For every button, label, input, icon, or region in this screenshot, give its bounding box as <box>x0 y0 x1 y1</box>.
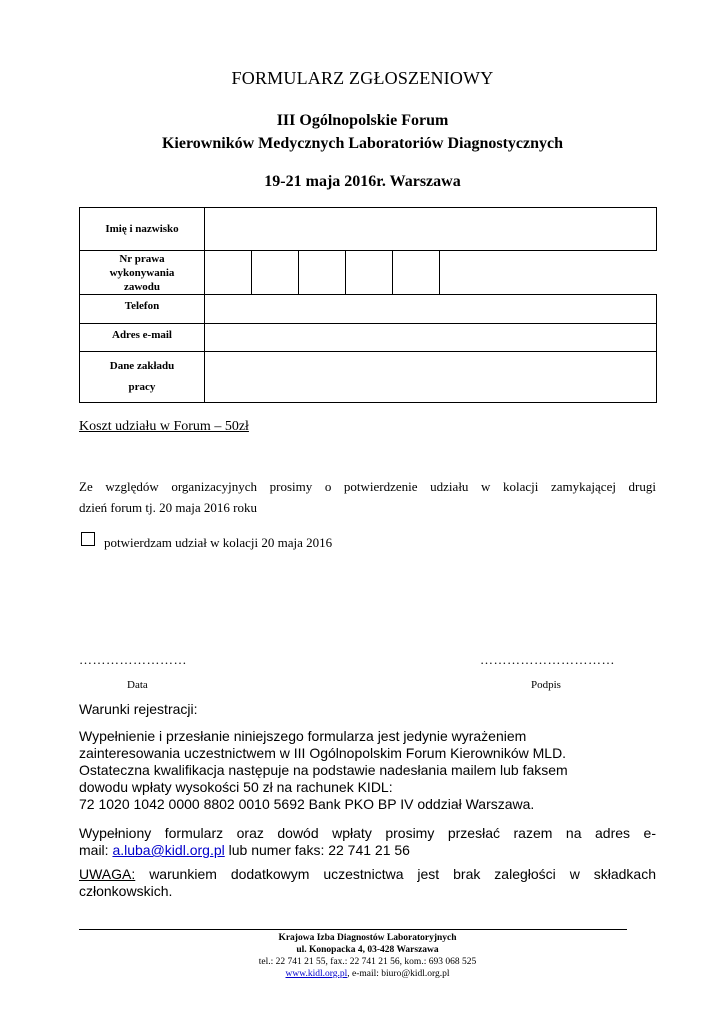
license-digit-4[interactable] <box>346 251 393 295</box>
signature-line: ………………………… <box>480 652 615 667</box>
dinner-checkbox-label: potwierdzam udział w kolacji 20 maja 2016 <box>104 535 333 550</box>
registration-form-table <box>79 207 657 403</box>
email-label: Adres e-mail <box>80 324 205 352</box>
name-label: Imię i nazwisko <box>80 208 205 251</box>
participation-cost: Koszt udziału w Forum – 50zł <box>79 419 249 434</box>
conditions-paragraph-2: Wypełniony formularz oraz dowód wpłaty prosimy przesłać razem na adres e- mail: a.luba@kidl.org.pl lub numer faks: 22 741 21 56 <box>79 825 656 858</box>
dinner-checkbox[interactable] <box>81 532 95 546</box>
bank-account: 72 1020 1042 0000 8802 0010 5692 Bank PKO BP IV oddział Warszawa. <box>79 796 535 812</box>
email-row <box>80 324 657 352</box>
conditions-heading: Warunki rejestracji: <box>79 701 198 717</box>
dinner-info-line1: Ze względów organizacyjnych prosimy o potwierdzenie udziału w kolacji zamykającej drugi <box>79 479 656 494</box>
footer-contact: www.kidl.org.pl, e-mail: biuro@kidl.org.pl <box>285 969 450 979</box>
event-title: III Ogólnopolskie Forum <box>276 112 449 129</box>
event-date: 19-21 maja 2016r. Warszawa <box>264 173 461 190</box>
email-field[interactable] <box>205 324 657 352</box>
event-subtitle: Kierowników Medycznych Laboratoriów Diagnostycznych <box>161 135 563 152</box>
phone-row <box>80 295 657 324</box>
footer-address: ul. Konopacka 4, 03-428 Warszawa <box>296 945 439 955</box>
license-label: Nr prawa wykonywania zawodu <box>80 251 205 295</box>
license-digit-2[interactable] <box>252 251 299 295</box>
page-title: FORMULARZ ZGŁOSZENIOWY <box>231 68 494 88</box>
dinner-info-line2: dzień forum tj. 20 maja 2016 roku <box>79 500 257 515</box>
license-digit-3[interactable] <box>299 251 346 295</box>
date-label: Data <box>127 679 148 691</box>
phone-label: Telefon <box>80 295 205 324</box>
dinner-info <box>79 476 656 518</box>
warning-label: UWAGA: <box>79 866 136 882</box>
date-signature-line: …………………… <box>79 652 187 667</box>
name-row <box>80 208 657 251</box>
footer-website-link[interactable]: www.kidl.org.pl <box>285 969 348 979</box>
phone-field[interactable] <box>205 295 657 324</box>
conditions-paragraph-1: Wypełnienie i przesłanie niniejszego formularza jest jedynie wyrażeniem zainteresowania uczestnictwem w III Ogólnopolskim Forum Kierowników MLD. Ostateczna kwalifikacja następuje na podstawie nadesłania mailem lub faksem dowodu wpłaty wysokości 50 zł na rachunek KIDL: 72 1020 1042 0000 8802 0010 5692 Bank PKO BP IV oddział Warszawa. <box>79 728 656 813</box>
contact-email-link[interactable]: a.luba@kidl.org.pl <box>112 842 225 858</box>
signature-label: Podpis <box>531 679 561 691</box>
workplace-row <box>80 352 657 403</box>
license-digit-5[interactable] <box>393 251 440 295</box>
workplace-label: Dane zakładu pracy <box>80 352 205 403</box>
footer-phones: tel.: 22 741 21 55, fax.: 22 741 21 56, kom.: 693 068 525 <box>258 957 477 967</box>
license-digit-1[interactable] <box>205 251 252 295</box>
name-field[interactable] <box>205 208 657 251</box>
footer-org: Krajowa Izba Diagnostów Laboratoryjnych <box>278 933 457 943</box>
warning-paragraph: UWAGA: warunkiem dodatkowym uczestnictwa jest brak zaległości w składkach członkowskich. <box>79 866 656 899</box>
footer-divider <box>79 929 627 930</box>
license-row <box>80 251 657 295</box>
license-blank <box>440 251 657 295</box>
workplace-field[interactable] <box>205 352 657 403</box>
